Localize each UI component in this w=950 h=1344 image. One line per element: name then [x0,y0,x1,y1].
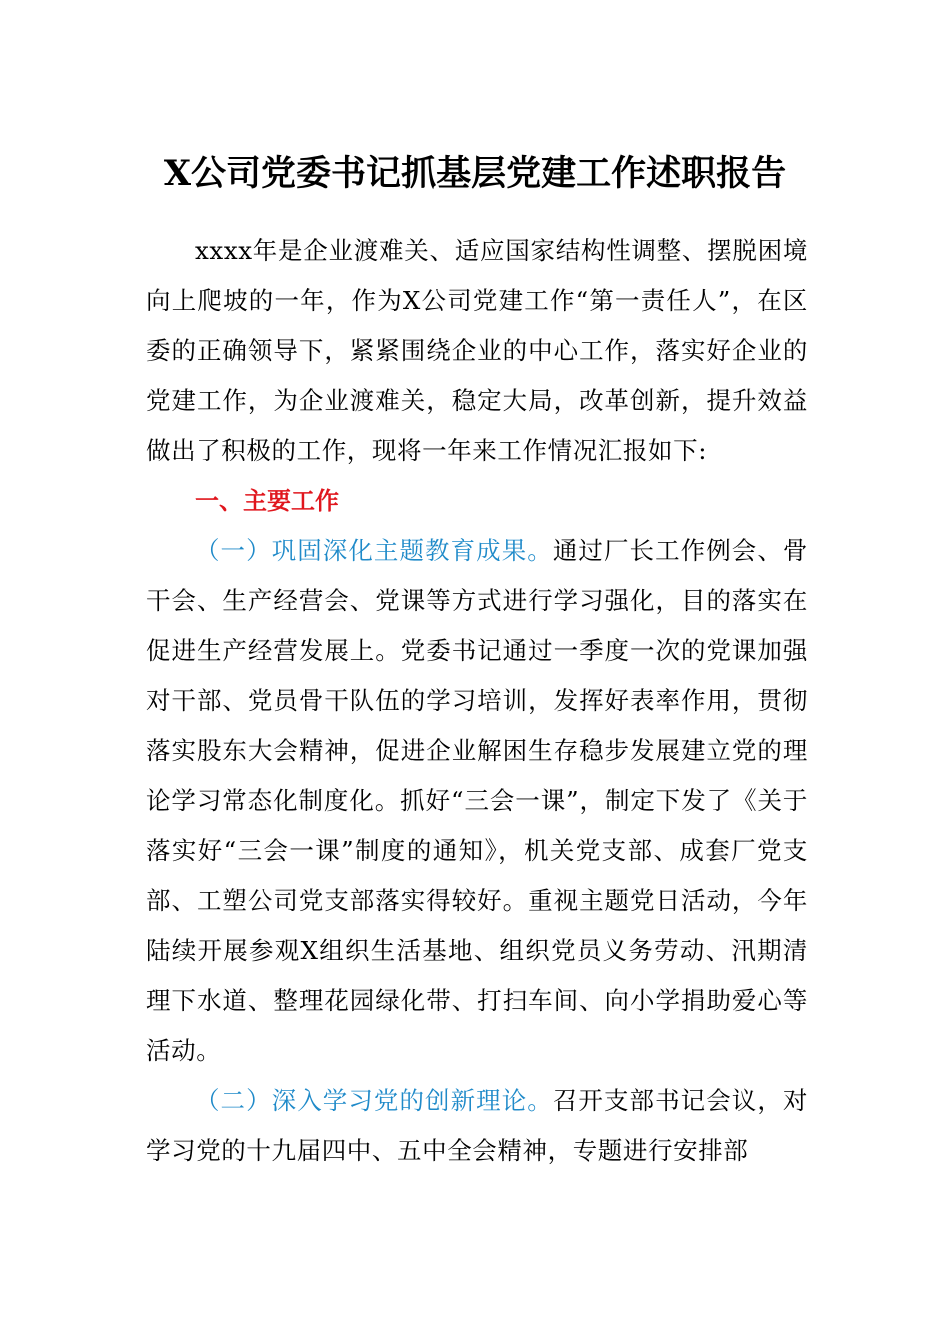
paragraph-item-2-text: 召开支部书记会议，对学习党的十九届四中、五中全会精神，专题进行安排部 [146,1086,809,1165]
sub-heading-item-2: （二）深入学习党的创新理论。 [195,1086,553,1115]
paragraph-item-1-text: 通过厂长工作例会、骨干会、生产经营会、党课等方式进行学习强化，目的落实在促进生产经营发展上。党委书记通过一季度一次的党课加强对干部、党员骨干队伍的学习培训，发挥好表率作用，贯彻落实股东大会精神，促进企业解困生存稳步发展建立党的理论学习常态化制度化。抓好“三会一课”，制定下发了《关于落实好“三会一课”制度的通知》，机关党支部、成套厂党支部、工塑公司党支部落实得较好。重视主题党日活动，今年陆续开展参观X组织生活基地、组织党员义务劳动、汛期清理下水道、整理花园绿化带、打扫车间、向小学捐助爱心等活动。 [146,536,809,1065]
paragraph-item-1 [146,526,808,1076]
paragraph-item-2 [146,1076,808,1176]
document-title: X公司党委书记抓基层党建工作述职报告 [163,153,787,194]
intro-paragraph: xxxx年是企业渡难关、适应国家结构性调整、摆脱困境向上爬坡的一年，作为X公司党建工作“第一责任人”，在区委的正确领导下，紧紧围绕企业的中心工作，落实好企业的党建工作，为企业渡难关，稳定大局，改革创新，提升效益做出了积极的工作，现将一年来工作情况汇报如下: [146,236,808,465]
sub-heading-item-1: （一）巩固深化主题教育成果。 [195,536,553,565]
document-body [146,226,808,1176]
section-heading-main-work: 一、主要工作 [195,487,339,515]
